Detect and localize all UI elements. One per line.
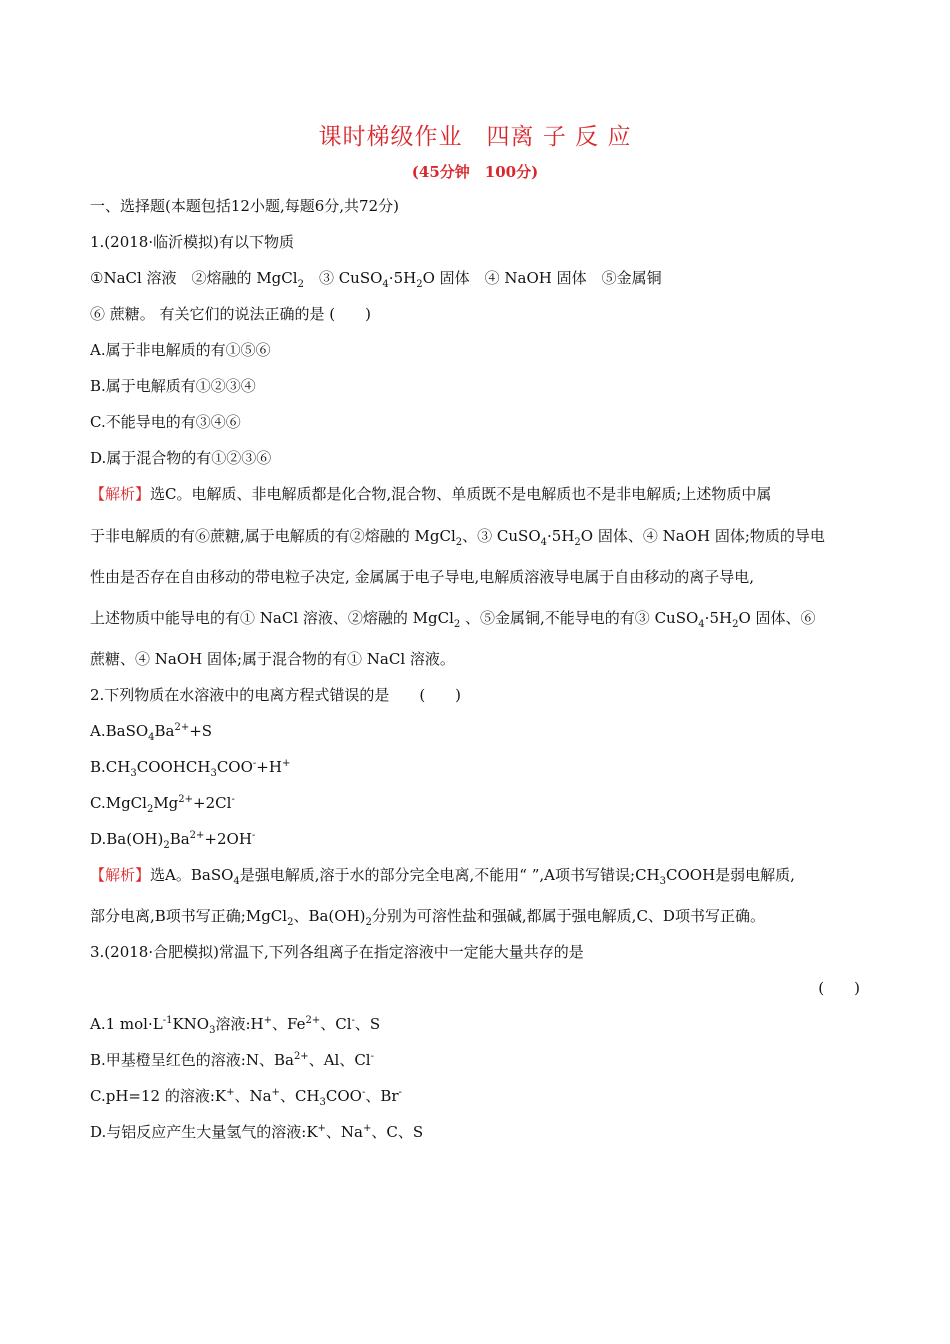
page-subtitle: (45分钟 100分) [411, 163, 539, 181]
q1-analysis-line5: 蔗糖、④ NaOH 固体;属于混合物的有① NaCl 溶液。 [90, 650, 455, 668]
q1-option-a: A.属于非电解质的有①⑤⑥ [90, 341, 271, 359]
q1-analysis-line4: 上述物质中能导电的有① NaCl 溶液、②熔融的 MgCl$_2$ 、⑤金属铜,不能导电的有③ $CuSO_4\cdot 5H_2O$ 固体、⑥ [90, 609, 816, 630]
analysis-tag: 【解析】 [90, 485, 151, 503]
q1-items-line1: ①NaCl 溶液 ②熔融的 MgCl$_2$ ③ $CuSO_4\cdot 5H_2O$ 固体 ④ NaOH 固体 ⑤金属铜 [90, 269, 662, 290]
q3-option-a: A.1 $mol\cdot L^{-1}KNO_3$溶液:H+、$Fe^{2+}$、Cl-、S [90, 1015, 381, 1036]
q1-option-c: C.不能导电的有③④⑥ [90, 413, 241, 431]
q1-analysis-line3: 性由是否存在自由移动的带电粒子决定, 金属属于电子导电,电解质溶液导电属于自由移动的离子导电, [90, 568, 755, 586]
q1-analysis-line2: 于非电解质的有⑥蔗糖,属于电解质的有②熔融的 MgCl$_2$、③ $CuSO_4\cdot 5H_2O$ 固体、④ NaOH 固体;物质的导电 [90, 527, 825, 548]
q3-option-b: B.甲基橙呈红色的溶液:N、$Ba^{2+}$、Al、Cl- [90, 1051, 374, 1069]
q2-analysis-line2: 部分电离,B项书写正确;MgCl$_2$、$Ba(OH)_2$分别为可溶性盐和强碱,都属于强电解质,C、D项书写正确。 [90, 907, 765, 928]
q3-option-c: C.pH=12 的溶液:K+、Na+、$CH_3COO^-$、Br- [90, 1087, 402, 1108]
q2-analysis-line1: 【解析】选A。BaSO$_4$是强电解质,溶于水的部分完全电离,不能用“ ”,A项书写错误$;CH_3COOH$是弱电解质, [90, 866, 795, 887]
q3-option-d: D.与铝反应产生大量氢气的溶液:K+、Na+、C、S [90, 1123, 424, 1141]
q1-option-b: B.属于电解质有①②③④ [90, 377, 256, 395]
q3-answer-paren: ( ) [818, 979, 860, 997]
q2-stem: 2.下列物质在水溶液中的电离方程式错误的是 ( ) [90, 686, 462, 704]
section-header: 一、选择题(本题包括12小题,每题6分,共72分) [90, 197, 399, 215]
page-title: 课时梯级作业 四离 子 反 应 [318, 124, 632, 150]
q2-option-a: $A.BaSO_4Ba^{2+}+S$ [90, 722, 213, 743]
q1-items-line2: ⑥ 蔗糖。 有关它们的说法正确的是 ( ) [90, 305, 372, 323]
q2-option-c: $C.MgCl_2Mg^{2+}+2Cl^-$ [90, 794, 235, 815]
q2-option-b: $B.CH_3COOHCH_3COO^-+H^+$ [90, 758, 291, 779]
q1-option-d: D.属于混合物的有①②③⑥ [90, 449, 272, 467]
q3-stem: 3.(2018·合肥模拟)常温下,下列各组离子在指定溶液中一定能大量共存的是 [90, 943, 584, 961]
q2-option-d: $D.Ba(OH)_2Ba^{2+}+2OH^-$ [90, 830, 256, 851]
q1-stem: 1.(2018·临沂模拟)有以下物质 [90, 233, 294, 251]
q1-analysis-line1: 【解析】选C。电解质、非电解质都是化合物,混合物、单质既不是电解质也不是非电解质;上述物质中属 [90, 485, 772, 503]
analysis-tag: 【解析】 [90, 866, 151, 884]
